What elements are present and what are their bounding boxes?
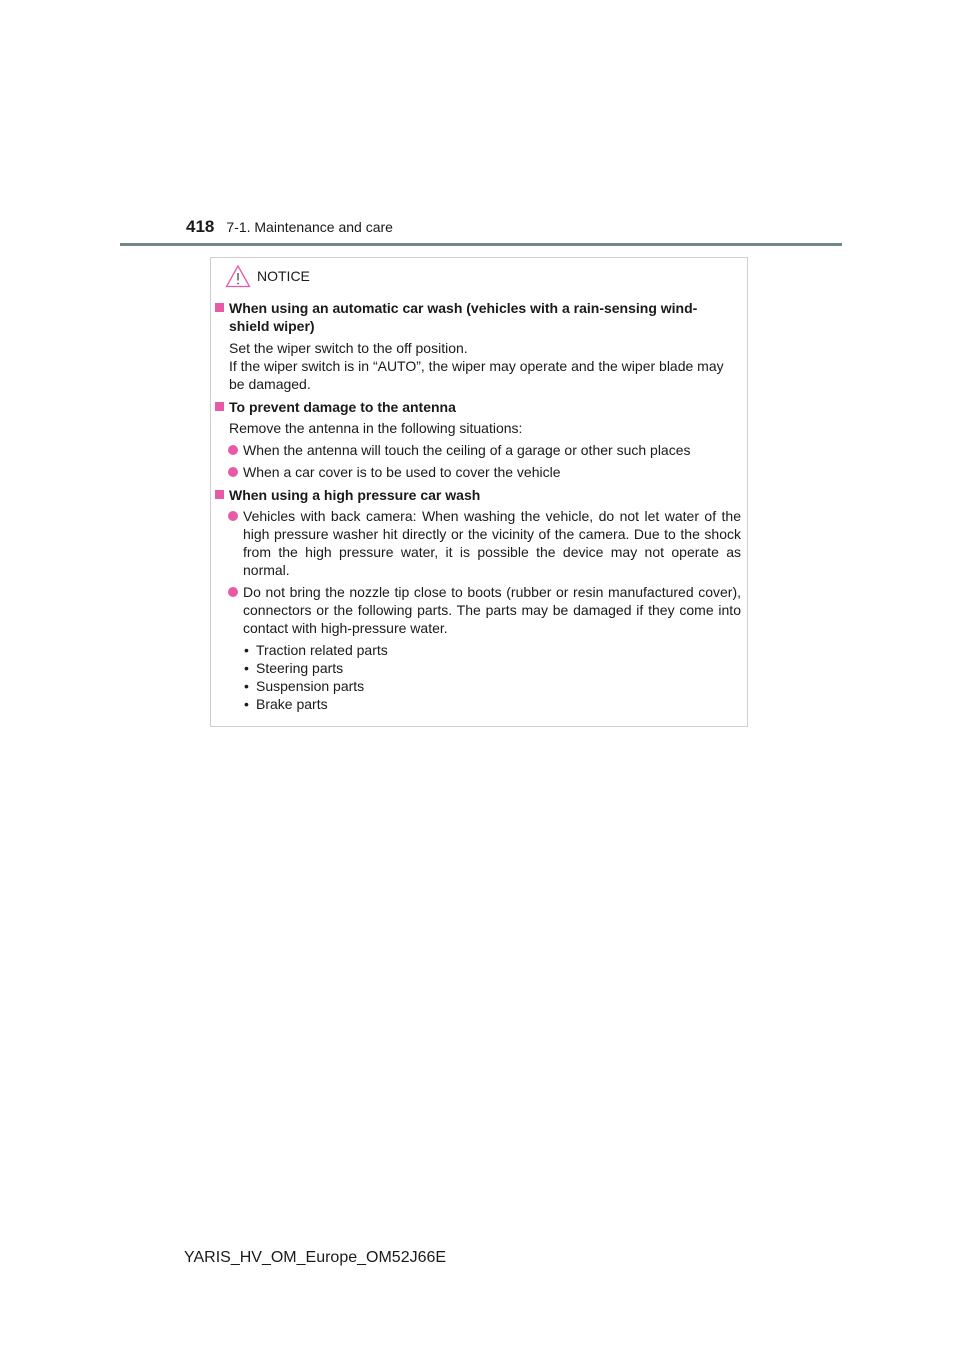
notice-label: NOTICE: [257, 268, 310, 284]
circle-bullet-icon: [228, 445, 238, 455]
notice-content: [211, 299, 747, 713]
part-item: • Steering parts: [244, 659, 747, 677]
part-item: • Brake parts: [244, 695, 747, 713]
list-item: When the antenna will touch the ceiling of a garage or other such places: [211, 441, 747, 459]
square-bullet-icon: [215, 402, 224, 411]
warning-triangle-icon: [225, 264, 251, 288]
notice-box: [210, 257, 748, 727]
car-wash-warning: If the wiper switch is in “AUTO”, the wiper may operate and the wiper blade may be damaged.: [229, 358, 724, 392]
square-bullet-icon: [215, 303, 224, 312]
header-divider: [120, 243, 842, 246]
document-id: YARIS_HV_OM_Europe_OM52J66E: [184, 1249, 447, 1266]
page-header: [186, 217, 393, 237]
circle-bullet-icon: [228, 511, 238, 521]
antenna-intro: Remove the antenna in the following situations:: [229, 420, 523, 436]
list-item: Vehicles with back camera: When washing the vehicle, do not let water of the high pressure washer hit directly or the vicinity of the camera. Due to the shock from the high pressure water, it is possible the device may not operate as normal.: [211, 507, 747, 579]
section-title: 7-1. Maintenance and care: [226, 219, 393, 235]
part-item: • Suspension parts: [244, 677, 747, 695]
section-heading-high-pressure: When using a high pressure car wash: [211, 486, 747, 504]
part-item: • Traction related parts: [244, 641, 747, 659]
section-heading-antenna: To prevent damage to the antenna: [211, 398, 747, 416]
list-item: When a car cover is to be used to cover the vehicle: [211, 463, 747, 481]
section-heading-car-wash: When using an automatic car wash (vehicles with a rain-sensing wind- shield wiper): [211, 299, 747, 335]
parts-list: [211, 641, 747, 713]
page-number: 418: [186, 217, 215, 236]
circle-bullet-icon: [228, 467, 238, 477]
square-bullet-icon: [215, 490, 224, 499]
notice-header: [225, 264, 310, 288]
car-wash-instruction: Set the wiper switch to the off position.: [229, 340, 468, 356]
list-item: Do not bring the nozzle tip close to boots (rubber or resin manufactured cover), connectors or the following parts. The parts may be damaged if they come into contact with high-pressure water.: [211, 583, 747, 637]
circle-bullet-icon: [228, 587, 238, 597]
